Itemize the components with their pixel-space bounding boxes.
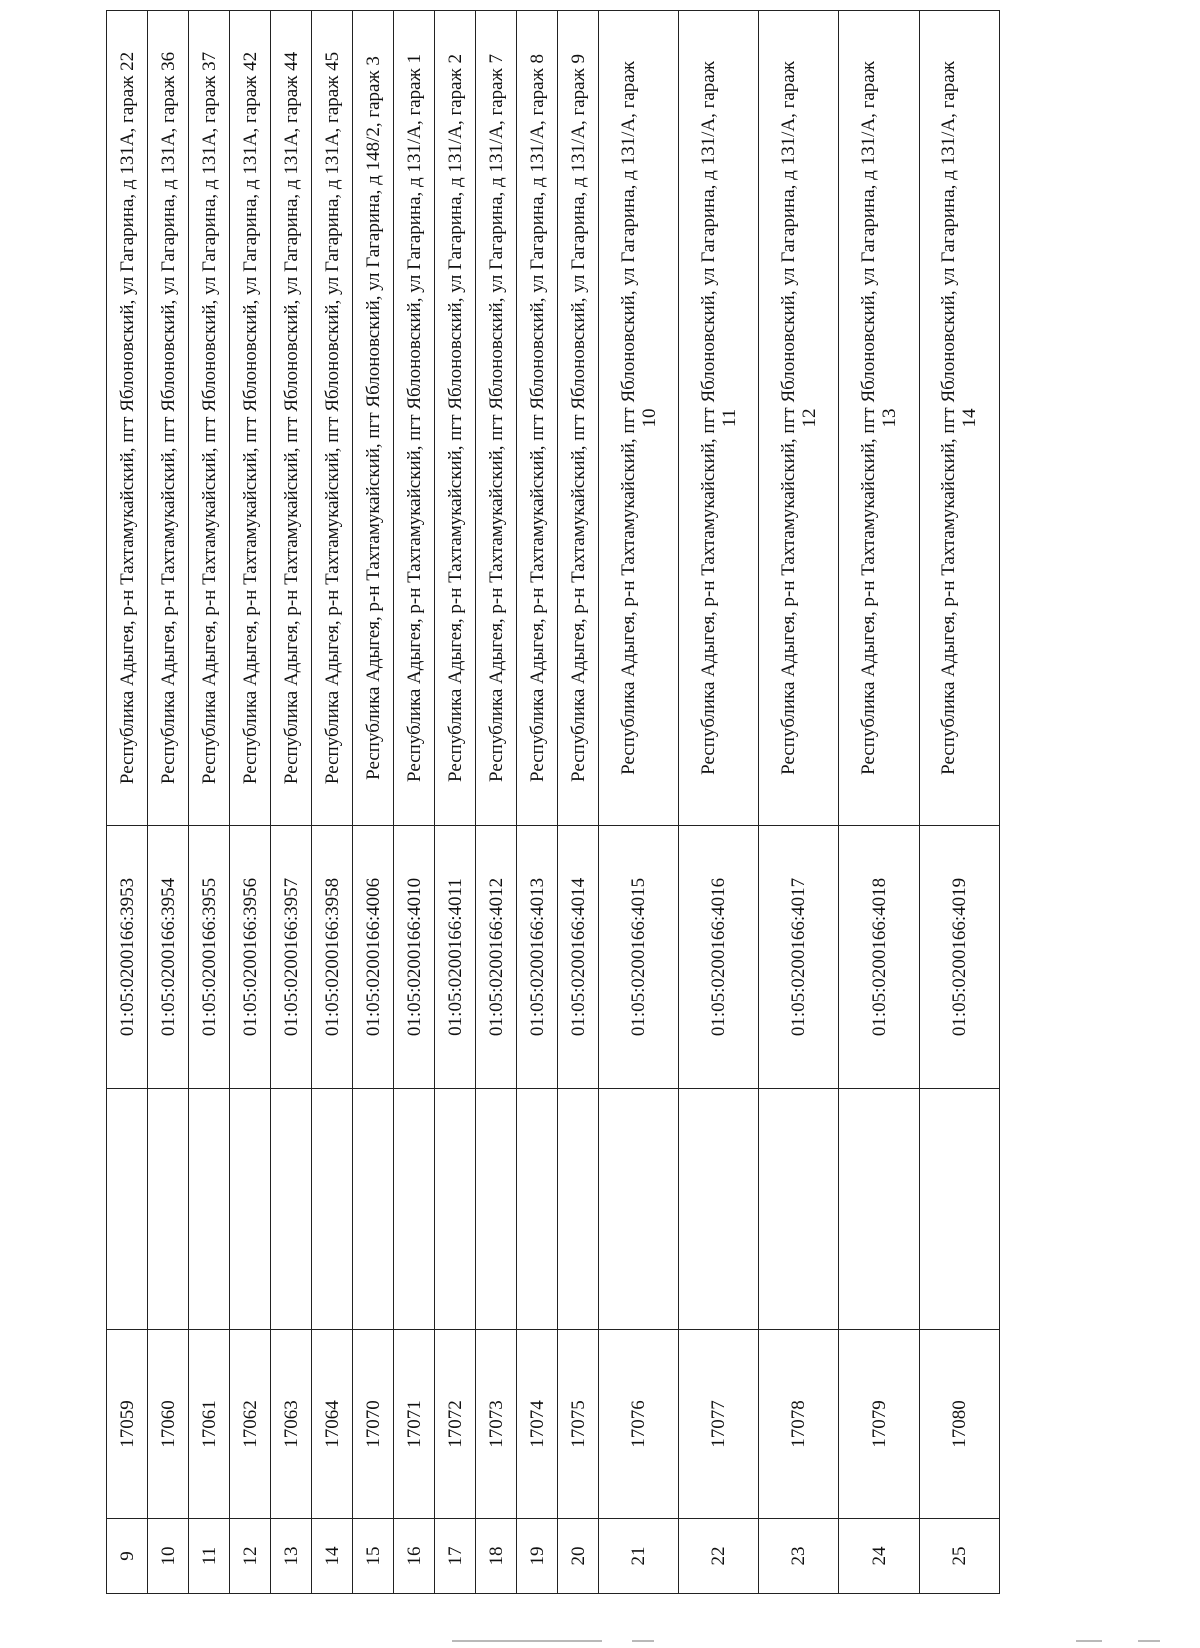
table-row — [517, 11, 558, 1594]
address-text: Республика Адыгея, р-н Тахтамукайский, пгт Яблоновский, ул Гагарина, д 131А, гараж 42 — [239, 51, 261, 785]
object-id-cell: 17059 — [107, 1330, 148, 1519]
empty-cell — [558, 1089, 599, 1330]
row-number-cell: 20 — [558, 1519, 599, 1594]
address-text: Республика Адыгея, р-н Тахтамукайский, пгт Яблоновский, ул Гагарина, д 131/А, гараж — [617, 61, 639, 775]
object-id-cell: 17079 — [839, 1330, 919, 1519]
empty-cell — [312, 1089, 353, 1330]
object-id-cell: 17078 — [759, 1330, 839, 1519]
table-row — [919, 11, 999, 1594]
table-row — [679, 11, 759, 1594]
address-text: Республика Адыгея, р-н Тахтамукайский, пгт Яблоновский, ул Гагарина, д 131/А, гараж — [858, 61, 880, 775]
cadastral-number-cell: 01:05:0200166:3956 — [230, 826, 271, 1089]
address-garage-number: 11 — [718, 408, 740, 428]
address-garage-number: 12 — [798, 408, 820, 428]
table-row — [271, 11, 312, 1594]
object-id-cell: 17075 — [558, 1330, 599, 1519]
table-row — [558, 11, 599, 1594]
row-number-cell: 17 — [435, 1519, 476, 1594]
object-id-cell: 17061 — [189, 1330, 230, 1519]
row-number-cell: 14 — [312, 1519, 353, 1594]
cadastral-number-cell: 01:05:0200166:3955 — [189, 826, 230, 1089]
address-cell — [271, 11, 312, 826]
cadastral-number-cell: 01:05:0200166:4015 — [599, 826, 679, 1089]
table-row — [189, 11, 230, 1594]
empty-cell — [353, 1089, 394, 1330]
scan-artifact — [632, 1640, 654, 1642]
cadastral-number-cell: 01:05:0200166:4014 — [558, 826, 599, 1089]
cadastral-number-cell: 01:05:0200166:4011 — [435, 826, 476, 1089]
object-id-cell: 17072 — [435, 1330, 476, 1519]
address-text: Республика Адыгея, р-н Тахтамукайский, пгт Яблоновский, ул Гагарина, д 131А, гараж 44 — [280, 51, 302, 785]
empty-cell — [679, 1089, 759, 1330]
cadastral-number-cell: 01:05:0200166:4018 — [839, 826, 919, 1089]
address-garage-number: 14 — [959, 408, 981, 428]
address-text: Республика Адыгея, р-н Тахтамукайский, пгт Яблоновский, ул Гагарина, д 131/А, гараж 7 — [485, 54, 507, 782]
object-id-cell: 17070 — [353, 1330, 394, 1519]
address-text: Республика Адыгея, р-н Тахтамукайский, пгт Яблоновский, ул Гагарина, д 131А, гараж 45 — [321, 51, 343, 785]
table-row — [759, 11, 839, 1594]
table-row — [394, 11, 435, 1594]
row-number-cell: 21 — [599, 1519, 679, 1594]
row-number-cell: 16 — [394, 1519, 435, 1594]
table-row — [476, 11, 517, 1594]
address-text: Республика Адыгея, р-н Тахтамукайский, пгт Яблоновский, ул Гагарина, д 148/2, гараж 3 — [362, 56, 384, 780]
address-cell — [517, 11, 558, 826]
row-number-cell: 24 — [839, 1519, 919, 1594]
object-id-cell: 17073 — [476, 1330, 517, 1519]
object-id-cell: 17080 — [919, 1330, 999, 1519]
empty-cell — [599, 1089, 679, 1330]
table-row — [839, 11, 919, 1594]
address-text: Республика Адыгея, р-н Тахтамукайский, пгт Яблоновский, ул Гагарина, д 131А, гараж 37 — [198, 51, 220, 785]
cadastral-number-cell: 01:05:0200166:3958 — [312, 826, 353, 1089]
rotated-page — [106, 51, 1000, 1594]
cadastral-number-cell: 01:05:0200166:4017 — [759, 826, 839, 1089]
address-cell — [759, 11, 839, 826]
address-text: Республика Адыгея, р-н Тахтамукайский, пгт Яблоновский, ул Гагарина, д 131А, гараж 36 — [157, 51, 179, 785]
address-garage-number: 13 — [879, 408, 901, 428]
empty-cell — [394, 1089, 435, 1330]
cadastral-number-cell: 01:05:0200166:4012 — [476, 826, 517, 1089]
address-text: Республика Адыгея, р-н Тахтамукайский, пгт Яблоновский, ул Гагарина, д 131/А, гараж 2 — [444, 54, 466, 782]
row-number-cell: 11 — [189, 1519, 230, 1594]
registry-table — [106, 10, 1000, 1594]
address-text: Республика Адыгея, р-н Тахтамукайский, пгт Яблоновский, ул Гагарина, д 131/А, гараж — [697, 61, 719, 775]
empty-cell — [148, 1089, 189, 1330]
cadastral-number-cell: 01:05:0200166:4006 — [353, 826, 394, 1089]
table-row — [148, 11, 189, 1594]
address-cell — [679, 11, 759, 826]
object-id-cell: 17063 — [271, 1330, 312, 1519]
address-cell — [476, 11, 517, 826]
table-row — [599, 11, 679, 1594]
address-cell — [839, 11, 919, 826]
row-number-cell: 23 — [759, 1519, 839, 1594]
address-cell — [394, 11, 435, 826]
address-cell — [107, 11, 148, 826]
address-cell — [189, 11, 230, 826]
row-number-cell: 22 — [679, 1519, 759, 1594]
address-cell — [148, 11, 189, 826]
cadastral-number-cell: 01:05:0200166:4013 — [517, 826, 558, 1089]
empty-cell — [919, 1089, 999, 1330]
empty-cell — [271, 1089, 312, 1330]
empty-cell — [476, 1089, 517, 1330]
table-row — [230, 11, 271, 1594]
address-cell — [312, 11, 353, 826]
registry-table-body — [107, 11, 1000, 1594]
address-text: Республика Адыгея, р-н Тахтамукайский, пгт Яблоновский, ул Гагарина, д 131А, гараж 22 — [116, 51, 138, 785]
address-garage-number: 10 — [638, 408, 660, 428]
address-text: Республика Адыгея, р-н Тахтамукайский, пгт Яблоновский, ул Гагарина, д 131/А, гараж — [938, 61, 960, 775]
empty-cell — [435, 1089, 476, 1330]
object-id-cell: 17074 — [517, 1330, 558, 1519]
address-cell — [558, 11, 599, 826]
address-cell — [599, 11, 679, 826]
address-cell — [230, 11, 271, 826]
row-number-cell: 13 — [271, 1519, 312, 1594]
object-id-cell: 17076 — [599, 1330, 679, 1519]
address-cell — [919, 11, 999, 826]
scan-artifact — [452, 1640, 602, 1642]
row-number-cell: 10 — [148, 1519, 189, 1594]
cadastral-number-cell: 01:05:0200166:3954 — [148, 826, 189, 1089]
object-id-cell: 17077 — [679, 1330, 759, 1519]
row-number-cell: 9 — [107, 1519, 148, 1594]
object-id-cell: 17071 — [394, 1330, 435, 1519]
empty-cell — [759, 1089, 839, 1330]
row-number-cell: 12 — [230, 1519, 271, 1594]
scan-artifact — [1076, 1640, 1102, 1642]
empty-cell — [107, 1089, 148, 1330]
row-number-cell: 25 — [919, 1519, 999, 1594]
address-text: Республика Адыгея, р-н Тахтамукайский, пгт Яблоновский, ул Гагарина, д 131/А, гараж — [777, 61, 799, 775]
table-row — [353, 11, 394, 1594]
table-row — [435, 11, 476, 1594]
address-cell — [353, 11, 394, 826]
address-text: Республика Адыгея, р-н Тахтамукайский, пгт Яблоновский, ул Гагарина, д 131/А, гараж 1 — [403, 54, 425, 782]
object-id-cell: 17060 — [148, 1330, 189, 1519]
row-number-cell: 19 — [517, 1519, 558, 1594]
cadastral-number-cell: 01:05:0200166:4010 — [394, 826, 435, 1089]
row-number-cell: 15 — [353, 1519, 394, 1594]
table-row — [107, 11, 148, 1594]
empty-cell — [230, 1089, 271, 1330]
scan-artifact — [1138, 1640, 1160, 1642]
address-text: Республика Адыгея, р-н Тахтамукайский, пгт Яблоновский, ул Гагарина, д 131/А, гараж 8 — [526, 54, 548, 782]
empty-cell — [839, 1089, 919, 1330]
cadastral-number-cell: 01:05:0200166:4019 — [919, 826, 999, 1089]
table-row — [312, 11, 353, 1594]
cadastral-number-cell: 01:05:0200166:3957 — [271, 826, 312, 1089]
cadastral-number-cell: 01:05:0200166:3953 — [107, 826, 148, 1089]
row-number-cell: 18 — [476, 1519, 517, 1594]
object-id-cell: 17064 — [312, 1330, 353, 1519]
empty-cell — [517, 1089, 558, 1330]
empty-cell — [189, 1089, 230, 1330]
address-text: Республика Адыгея, р-н Тахтамукайский, пгт Яблоновский, ул Гагарина, д 131/А, гараж 9 — [567, 54, 589, 782]
address-cell — [435, 11, 476, 826]
object-id-cell: 17062 — [230, 1330, 271, 1519]
cadastral-number-cell: 01:05:0200166:4016 — [679, 826, 759, 1089]
